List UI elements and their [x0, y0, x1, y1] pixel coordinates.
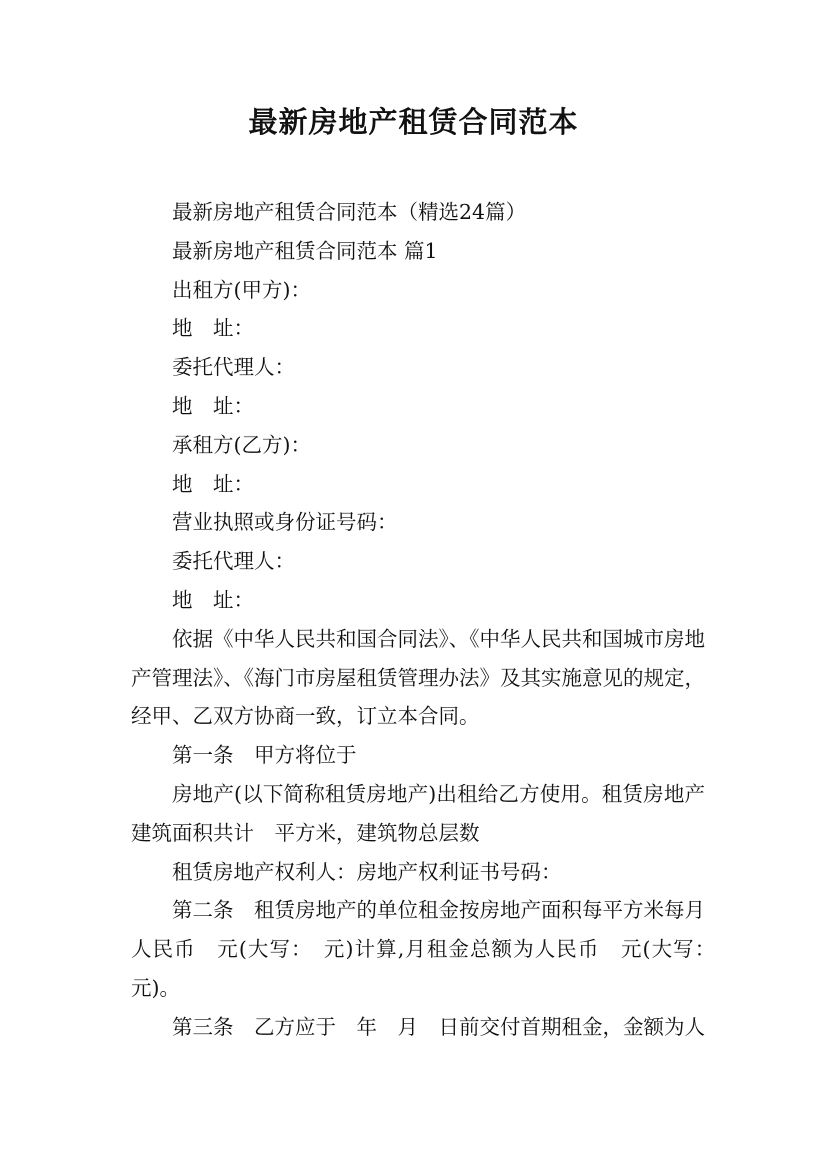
paragraph-article-2: 第二条 租赁房地产的单位租金按房地产面积每平方米每月人民币 元(大写： 元)计算,月租金总额为人民币 元(大写： 元)。 — [131, 898, 726, 1000]
paragraph-article-3: 第三条 乙方应于 年 月 日前交付首期租金，金额为人 — [172, 1014, 705, 1039]
paragraph-section-heading: 最新房地产租赁合同范本 篇1 — [172, 238, 438, 263]
paragraph-lessee-agent-address: 地 址： — [172, 587, 254, 612]
paragraph-article-1: 第一条 甲方将位于 — [172, 743, 357, 768]
paragraph-lessee-address: 地 址： — [172, 471, 254, 496]
document-title: 最新房地产租赁合同范本 — [248, 105, 579, 139]
paragraph-lessor-agent-address: 地 址： — [172, 393, 254, 418]
paragraph-property-owner: 租赁房地产权利人：房地产权利证书号码： — [172, 859, 562, 884]
paragraph-lessor: 出租方(甲方)： — [172, 277, 311, 302]
paragraph-legal-basis: 依据《中华人民共和国合同法》、《中华人民共和国城市房地产管理法》、《海门市房屋租赁管理办法》及其实施意见的规定，经甲、乙双方协商一致，订立本合同。 — [131, 626, 705, 729]
paragraph-license-id: 营业执照或身份证号码： — [172, 510, 398, 535]
paragraph-lessee: 承租方(乙方)： — [172, 432, 311, 457]
paragraph-lessor-address: 地 址： — [172, 316, 254, 341]
paragraph-subtitle: 最新房地产租赁合同范本（精选24篇） — [172, 200, 527, 224]
paragraph-lessee-agent: 委托代理人： — [172, 549, 295, 574]
paragraph-lessor-agent: 委托代理人： — [172, 355, 295, 380]
paragraph-article-1-detail: 房地产(以下简称租赁房地产)出租给乙方使用。租赁房地产建筑面积共计 平方米，建筑物总层数 — [131, 781, 705, 845]
document-body — [131, 193, 726, 1047]
